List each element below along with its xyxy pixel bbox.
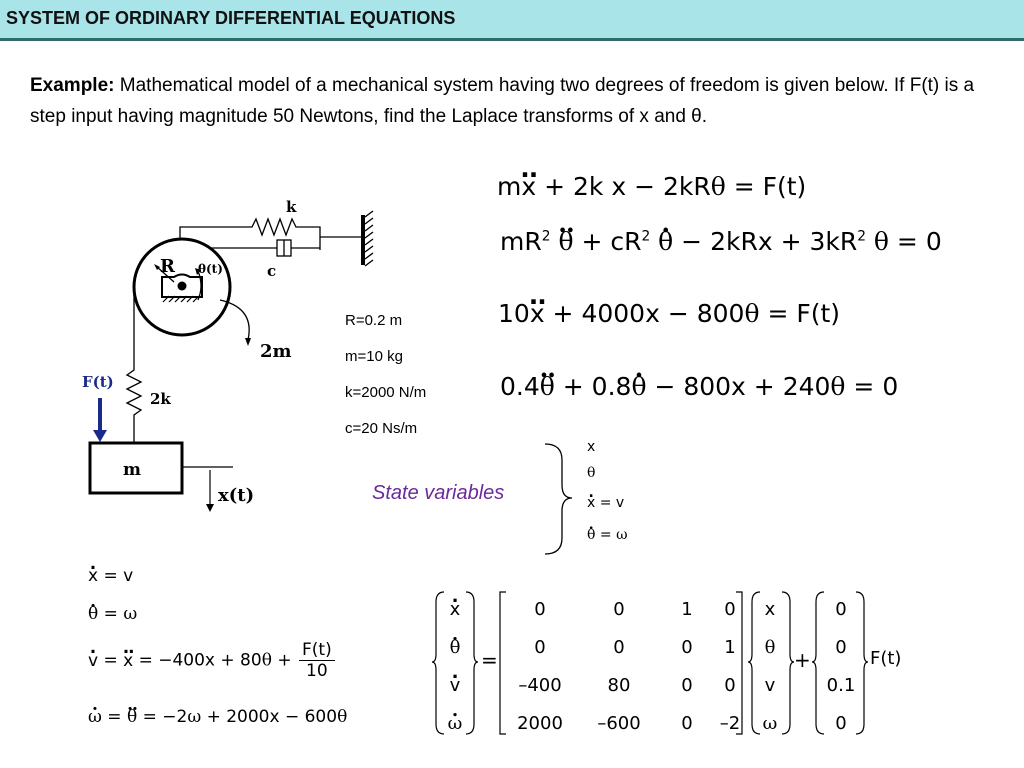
numeric-equation-1: 10x .. + 4000x − 800θ = F(t) (498, 299, 840, 328)
equals-sign: = (481, 648, 498, 672)
label-2k: 2k (150, 390, 171, 408)
matrix-cell: –400 (518, 674, 562, 696)
state-var-v: x . = v (587, 495, 624, 511)
wall-hatch (365, 211, 373, 266)
equation-1: mx .. + 2k x − 2kRθ = F(t) (497, 172, 806, 201)
intro-paragraph (30, 70, 980, 132)
wall (361, 215, 365, 265)
label-k: k (286, 198, 297, 216)
lhs-vector: x . θ . v . ω . (443, 590, 467, 742)
system-matrix (506, 590, 750, 742)
matrix-cell: 0 (534, 636, 546, 658)
slide-title: SYSTEM OF ORDINARY DIFFERENTIAL EQUATIONS (6, 8, 456, 28)
label-theta-t: θ(t) (198, 262, 223, 276)
state-var-theta: θ (587, 465, 596, 481)
rhs-state-vector: x θ v ω (762, 598, 778, 734)
label-R: R (160, 256, 175, 277)
fraction-numerator: F(t) (299, 640, 335, 661)
state-eq-2: θ . = ω (88, 604, 137, 624)
param-c: c=20 Ns/m (345, 420, 418, 437)
state-brace (540, 440, 580, 560)
input-cell: 0.1 (826, 674, 856, 696)
mechanical-system-diagram (70, 190, 390, 520)
matrix-row (506, 704, 750, 742)
state-variables-label: State variables (372, 482, 505, 504)
label-x-t: x(t) (218, 485, 255, 506)
matrix-cell: 1 (681, 598, 693, 620)
pulley-pin (178, 282, 187, 291)
matrix-cell: 0 (681, 712, 693, 734)
title-bar (0, 0, 1024, 41)
matrix-cell: –600 (597, 712, 641, 734)
param-k: k=2000 N/m (345, 384, 427, 401)
plus-sign: + (794, 648, 811, 672)
matrix-row (506, 628, 750, 666)
matrix-cell: 0 (724, 674, 736, 696)
state-var-x: x (587, 439, 596, 455)
matrix-cell: 0 (681, 636, 693, 658)
param-R: R=0.2 m (345, 312, 403, 329)
state-var-omega: θ . = ω (587, 527, 628, 543)
matrix-cell: 0 (724, 598, 736, 620)
state-eq-4: ω . = θ .. = −2ω + 2000x − 600θ (88, 707, 347, 727)
parameter-list (345, 312, 426, 456)
input-cell: 0 (835, 598, 847, 620)
input-label: F(t) (870, 648, 902, 669)
matrix-cell: 0 (613, 598, 625, 620)
matrix-row (506, 590, 750, 628)
numeric-equation-2: 0.4θ .. + 0.8θ . − 800x + 240θ = 0 (500, 372, 898, 401)
label-c: c (267, 262, 277, 280)
matrix-cell: 2000 (517, 712, 563, 734)
input-cell: 0 (835, 636, 847, 658)
label-m: m (123, 460, 141, 480)
fraction-denominator: 10 (306, 661, 328, 681)
state-eq-3: v . = x .. = −400x + 80θ + $\frac{F(t)}{10}$ (88, 640, 337, 681)
matrix-cell: 80 (607, 674, 631, 696)
matrix-cell: 0 (534, 598, 546, 620)
matrix-cell: 0 (613, 636, 625, 658)
input-cell: 0 (835, 712, 847, 734)
matrix-cell: –2 (719, 712, 741, 734)
force-fraction (299, 640, 335, 681)
input-vector (820, 590, 862, 742)
matrix-cell: 0 (681, 674, 693, 696)
param-m: m=10 kg (345, 348, 403, 365)
matrix-cell: 1 (724, 636, 736, 658)
state-eq-1: x . = v (88, 566, 133, 586)
label-F-t: F(t) (82, 373, 114, 391)
intro-text: Mathematical model of a mechanical system having two degrees of freedom is given below. If F(t) is a step input having magnitude 50 Newtons, find the Laplace transforms of x and θ. (30, 75, 975, 127)
equation-2: $mR^2$ θ .. + $cR^2$ θ . − $2kRx + 3kR^2$ θ = 0 (500, 227, 942, 256)
label-2m: 2m (260, 341, 292, 362)
matrix-row (506, 666, 750, 704)
example-label: Example: (30, 75, 115, 96)
